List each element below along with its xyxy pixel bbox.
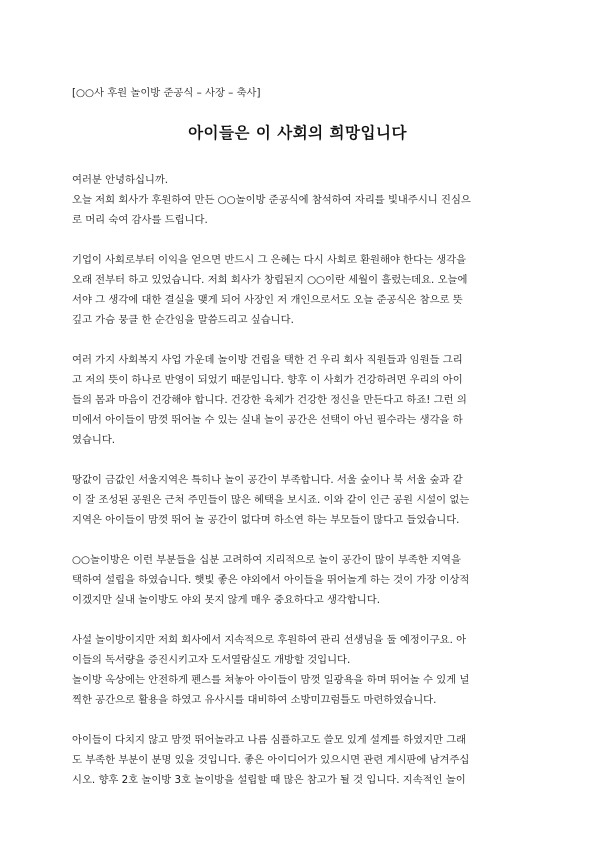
text-line: 도 부족한 부분이 분명 있을 것입니다. 좋은 아이디어가 있으시면 관련 게시판에 남겨주십 bbox=[72, 754, 470, 766]
paragraph bbox=[72, 550, 532, 610]
paragraph-gap bbox=[72, 450, 532, 470]
text-line: 여러분 안녕하십니까. bbox=[72, 174, 169, 186]
text-line: 여러 가지 사회복지 사업 가운데 놀이방 건립을 택한 건 우리 회사 직원들과 임원들 그리 bbox=[72, 354, 463, 366]
text-line: 들의 몸과 마음이 건강해야 합니다. 건강한 육체가 건강한 정신을 만든다고 하죠! 그런 의 bbox=[72, 394, 467, 406]
text-line: 찍한 공간으로 활용을 하였고 유사시를 대비하여 소방미끄럼틀도 마련하였습니다. bbox=[72, 694, 437, 706]
text-line: 땅값이 금값인 서울지역은 특히나 놀이 공간이 부족합니다. 서울 숲이나 북 서울 숲과 같 bbox=[72, 474, 463, 486]
text-line: ○○놀이방은 이런 부분들을 십분 고려하여 지리적으로 놀이 공간이 많이 부족한 지역을 bbox=[72, 554, 461, 566]
text-line: 였습니다. bbox=[72, 434, 116, 446]
text-line: 지역은 아이들이 맘껏 뛰어 놀 공간이 없다며 하소연 하는 부모들이 많다고 들었습니다. bbox=[72, 514, 460, 526]
text-line: 택하여 설립을 하였습니다. 햇빛 좋은 야외에서 아이들을 뛰어놀게 하는 것이 가장 이상적 bbox=[72, 574, 470, 586]
text-line: 미에서 아이들이 맘껏 뛰어놀 수 있는 실내 놀이 공간은 선택이 아닌 필수라는 생각을 하 bbox=[72, 414, 463, 426]
paragraph-gap bbox=[72, 610, 532, 630]
text-line: 아이들이 다치지 않고 맘껏 뛰어놀라고 나름 심플하고도 쓸모 있게 설계를 하였지만 그래 bbox=[72, 734, 467, 746]
paragraph bbox=[72, 730, 532, 790]
text-line: 놀이방 옥상에는 안전하게 펜스를 쳐놓아 아이들이 맘껏 일광욕을 하며 뛰어놀 수 있게 널 bbox=[72, 674, 470, 686]
paragraph-gap bbox=[72, 530, 532, 550]
paragraph bbox=[72, 250, 532, 330]
paragraph bbox=[72, 350, 532, 450]
text-line: 사설 놀이방이지만 저희 회사에서 지속적으로 후원하여 관리 선생님을 둘 예정이구요. 아 bbox=[72, 634, 467, 646]
text-line: 시오. 향후 2호 놀이방 3호 놀이방을 설립할 때 많은 참고가 될 것 입니다. 지속적인 놀이 bbox=[72, 774, 466, 786]
paragraph bbox=[72, 630, 532, 710]
text-line: 오늘 저희 회사가 후원하여 만든 ○○놀이방 준공식에 참석하여 자리를 빛내주시니 진심으 bbox=[72, 194, 471, 206]
text-line: 서야 그 생각에 대한 결실을 맺게 되어 사장인 저 개인으로서도 오늘 준공식은 참으로 뜻 bbox=[72, 294, 463, 306]
paragraph-gap bbox=[72, 710, 532, 730]
paragraph-gap bbox=[72, 230, 532, 250]
text-line: 오래 전부터 하고 있었습니다. 저희 회사가 창립된지 ○○이란 세월이 흘렀는데요. 오늘에 bbox=[72, 274, 468, 286]
paragraph bbox=[72, 470, 532, 530]
text-line: 고 저의 뜻이 하나로 반영이 되었기 때문입니다. 향후 이 사회가 건강하려면 우리의 아이 bbox=[72, 374, 463, 386]
text-line: 깊고 가슴 뭉클 한 순간임을 말씀드리고 싶습니다. bbox=[72, 314, 294, 326]
paragraph-gap bbox=[72, 330, 532, 350]
text-line: 이 잘 조성된 공원은 근처 주민들이 많은 혜택을 보시죠. 이와 같이 인근 공원 시설이 없는 bbox=[72, 494, 470, 506]
paragraph bbox=[72, 170, 532, 230]
document-body bbox=[72, 170, 532, 790]
text-line: 로 머리 숙여 감사를 드립니다. bbox=[72, 214, 208, 226]
text-line: 기업이 사회로부터 이익을 얻으면 반드시 그 은혜는 다시 사회로 환원해야 한다는 생각을 bbox=[72, 254, 467, 266]
text-line: 이겠지만 실내 놀이방도 야외 못지 않게 매우 중요하다고 생각합니다. bbox=[72, 594, 380, 606]
text-line: 이들의 독서량을 증진시키고자 도서열람실도 개방할 것입니다. bbox=[72, 654, 351, 666]
document-header: [○○사 후원 놀이방 준공식 – 사장 – 축사] bbox=[72, 87, 261, 99]
document-title: 아이들은 이 사회의 희망입니다 bbox=[188, 124, 407, 142]
